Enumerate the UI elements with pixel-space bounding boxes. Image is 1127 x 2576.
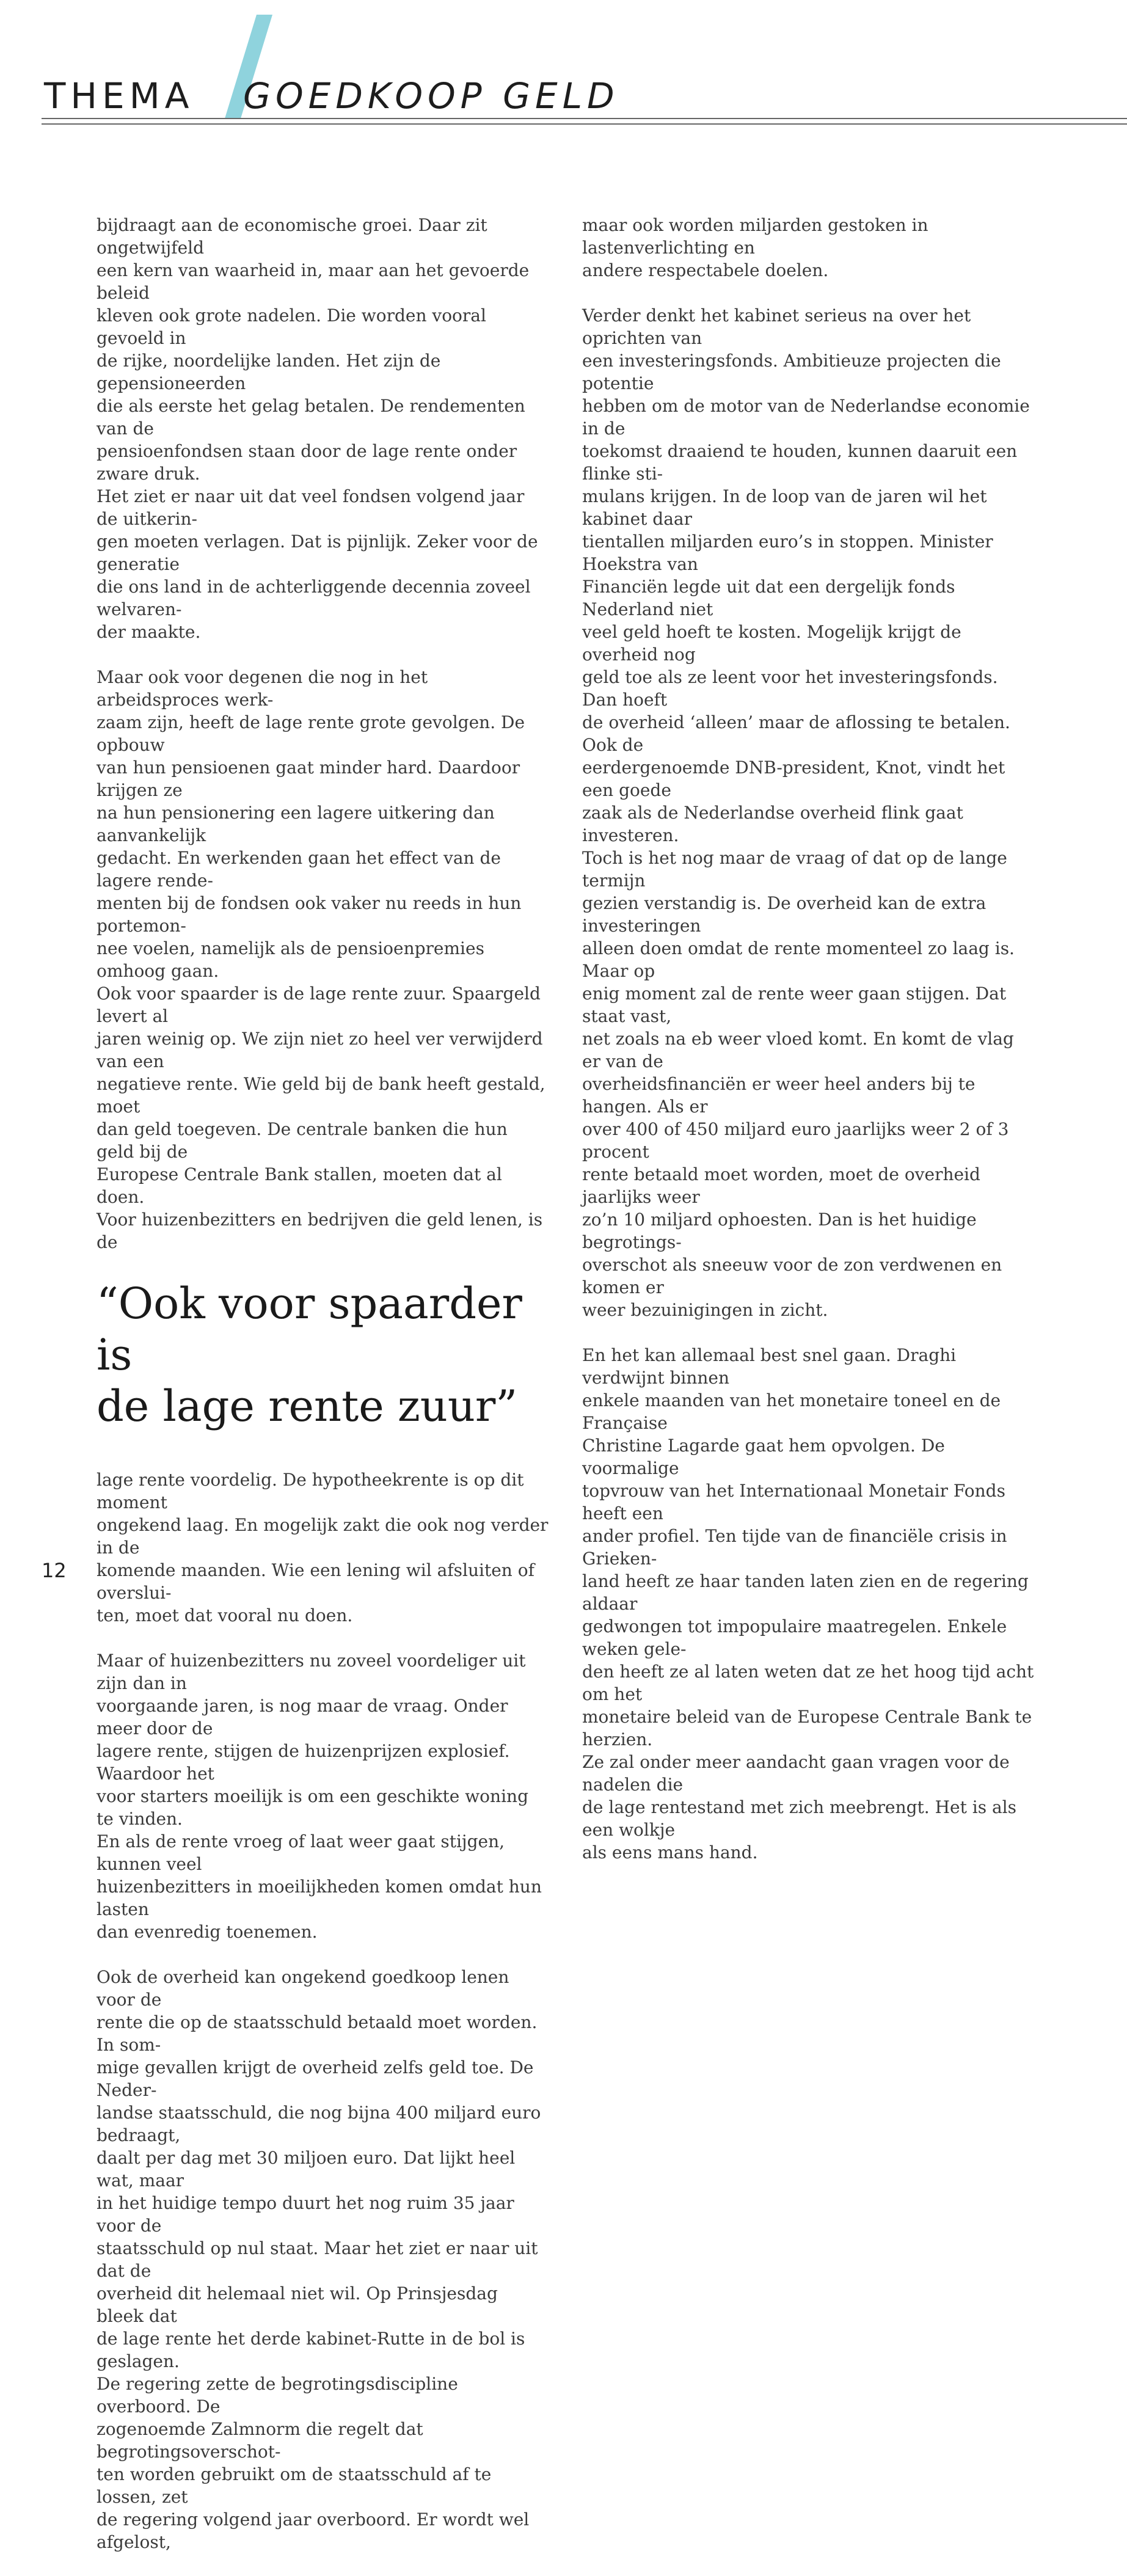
section-label: THEMA — [44, 75, 194, 117]
pull-quote: “Ook voor spaarder is de lage rente zuur” — [97, 1279, 522, 1431]
paragraph: lage rente voordelig. De hypotheekrente is op dit moment ongekend laag. En mogelijk zakt die ook nog verder in de komende maanden. Wie een lening wil afsluiten of overslui- ten, moet dat vooral nu doen. — [97, 1470, 549, 1626]
left-column — [97, 214, 549, 2576]
paragraph: Ook de overheid kan ongekend goedkoop lenen voor de rente die op de staatsschuld betaald moet worden. In som- mige gevallen krijgt de overheid zelfs geld toe. De Neder- landse staatsschuld, die nog bijna 400 miljard euro bedraagt, daalt per dag met 30 miljoen euro. Dat lijkt heel wat, maar in het huidige tempo duurt het nog ruim 35 jaar voor de staatsschuld op nul staat. Maar het ziet er naar uit dat de overheid dit helemaal niet wil. Op Prinsjesdag bleek dat de lage rente het derde kabinet-Rutte in de bol is geslagen. De regering zette de begrotingsdiscipline overboord. De zogenoemde Zalmnorm die regelt dat begrotingsoverschot- ten worden gebruikt om de staatsschuld af te lossen, zet de regering volgend jaar overboord. Er wordt wel afgelost, — [97, 1967, 541, 2552]
section-subtitle: GOEDKOOP GELD — [243, 75, 619, 117]
page-header — [42, 12, 1127, 134]
paragraph: En het kan allemaal best snel gaan. Draghi verdwijnt binnen enkele maanden van het monetaire toneel en de Française Christine Lagarde gaat hem opvolgen. De voormalige topvrouw van het Internationaal Monetair Fonds heeft een ander profiel. Ten tijde van de financiële crisis in Grieken- land heeft ze haar tanden laten zien en de regering aldaar gedwongen tot impopulaire maatregelen. Enkele weken gele- den heeft ze al laten weten dat ze het hoog tijd acht om het monetaire beleid van de Europese Centrale Bank te herzien. Ze zal onder meer aandacht gaan vragen voor de nadelen die de lage rentestand met zich meebrengt. Het is als een wolkje als eens mans hand. — [582, 1345, 1034, 1863]
paragraph: Verder denkt het kabinet serieus na over het oprichten van een investeringsfonds. Ambitieuze projecten die potentie hebben om de motor van de Nederlandse economie in de toekomst draaiend te houden, kunnen daaruit een flinke sti- mulans krijgen. In de loop van de jaren wil het kabinet daar tientallen miljarden euro’s in stoppen. Minister Hoekstra van Financiën legde uit dat een dergelijk fonds Nederland niet veel geld hoeft te kosten. Mogelijk krijgt de overheid nog geld toe als ze leent voor het investeringsfonds. Dan hoeft de overheid ‘alleen’ maar de aflossing te betalen. Ook de eerdergenoemde DNB-president, Knot, vindt het een goede zaak als de Nederlandse overheid flink gaat investeren. Toch is het nog maar de vraag of dat op de lange termijn gezien verstandig is. De overheid kan de extra investeringen alleen doen omdat de rente momenteel zo laag is. Maar op enig moment zal de rente weer gaan stijgen. Dat staat vast, net zoals na eb weer vloed komt. En komt de vlag er van de overheidsfinanciën er weer heel anders bij te hangen. Als er over 400 of 450 miljard euro jaarlijks weer 2 of 3 procent rente betaald moet worden, moet de overheid jaarlijks weer zo’n 10 miljard ophoesten. Dan is het huidige begrotings- overschot als sneeuw voor de zon verdwenen en komen er weer bezuinigingen in zicht. — [582, 305, 1030, 1320]
right-column — [582, 214, 1034, 1886]
paragraph: bijdraagt aan de economische groei. Daar zit ongetwijfeld een kern van waarheid in, maar aan het gevoerde beleid kleven ook grote nadelen. Die worden vooral gevoeld in de rijke, noordelijke landen. Het zijn de gepensioneerden die als eerste het gelag betalen. De rendementen van de pensioenfondsen staan door de lage rente onder zware druk. Het ziet er naar uit dat veel fondsen volgend jaar de uitkerin- gen moeten verlagen. Dat is pijnlijk. Zeker voor de generatie die ons land in de achterliggende decennia zoveel welvaren- der maakte. — [97, 215, 538, 642]
paragraph: Maar of huizenbezitters nu zoveel voordeliger uit zijn dan in voorgaande jaren, is nog maar de vraag. Onder meer door de lagere rente, stijgen de huizenprijzen explosief. Waardoor het voor starters moeilijk is om een geschikte woning te vinden. En als de rente vroeg of laat weer gaat stijgen, kunnen veel huizenbezitters in moeilijkheden komen omdat hun lasten dan evenredig toenemen. — [97, 1651, 542, 1942]
paragraph: maar ook worden miljarden gestoken in lastenverlichting en andere respectabele doelen. — [582, 215, 928, 280]
header-rule-top — [42, 118, 1127, 119]
header-rule-bottom — [42, 123, 1127, 125]
paragraph: Maar ook voor degenen die nog in het arbeidsproces werk- zaam zijn, heeft de lage rente grote gevolgen. De opbouw van hun pensioenen gaat minder hard. Daardoor krijgen ze na hun pensionering een lagere uitkering dan aanvankelijk gedacht. En werkenden gaan het effect van de lagere rende- menten bij de fondsen ook vaker nu reeds in hun portemon- nee voelen, namelijk als de pensioenpremies omhoog gaan. Ook voor spaarder is de lage rente zuur. Spaargeld levert al jaren weinig op. We zijn niet zo heel ver verwijderd van een negatieve rente. Wie geld bij de bank heeft gestald, moet dan geld toegeven. De centrale banken die hun geld bij de Europese Centrale Bank stallen, moeten dat al doen. Voor huizenbezitters en bedrijven die geld lenen, is de — [97, 667, 545, 1252]
page-number: 12 — [42, 1559, 67, 1582]
